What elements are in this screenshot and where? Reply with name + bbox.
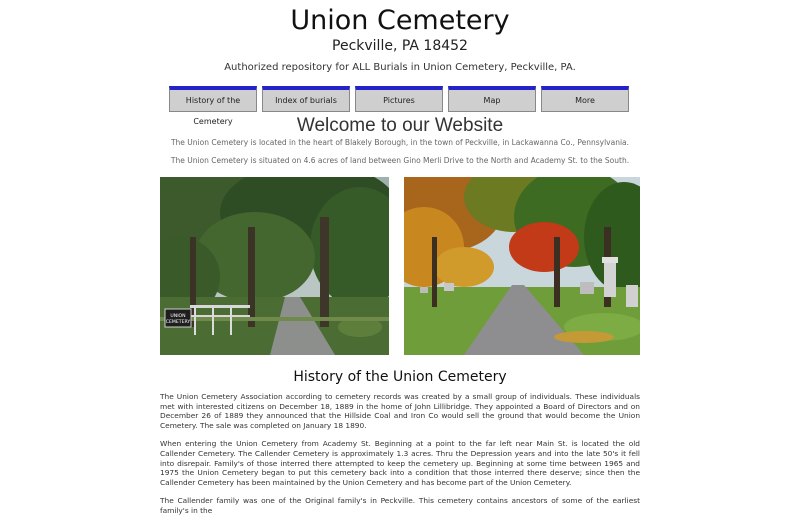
history-paragraph-2: When entering the Union Cemetery from Academy St. Beginning at a point to the far left near Main St. is located the old Callender Cemetery. The Callender Cemetery is approximately 1.3 acres. Thru the Depression years and into the late 50's it fell into disrepair. Family's of those interred there attempted to keep the cemetery up. Beginning at some time between 1965 and 1975 the Union Cemetery began to put this cemetery back into a condition that those interred there deserve; since then the Callender Cemetery has been maintained by the Union Cemetery and has become part of the Union Cemetery. [160,439,640,487]
cemetery-entrance-image [160,177,389,355]
sign-text-line1: UNION [170,314,186,319]
site-address: Peckville, PA 18452 [332,38,468,54]
nav-pictures-button[interactable]: Pictures [355,86,443,112]
welcome-heading: Welcome to our Website [296,115,504,136]
nav-map-button[interactable]: Map [448,86,536,112]
history-heading: History of the Union Cemetery [293,369,507,385]
nav-more-button[interactable]: More [541,86,629,112]
site-title: Union Cemetery [290,5,510,36]
history-paragraph-1: The Union Cemetery Association according to cemetery records was created by a small group of individuals. These individuals met with interested citizens on December 18, 1889 in the home of John Lillibridge. They appointed a Board of Directors and on December 26 of 1889 they announced that the Hillside Coal and Iron Co would sell the ground that would become the Union Cemetery. The sale was completed on January 18 1890. [160,392,640,430]
cemetery-autumn-image [404,177,640,355]
cemetery-autumn-road-photo [404,177,640,355]
cemetery-entrance-photo [160,177,389,355]
history-text [160,392,640,525]
welcome-location-text: The Union Cemetery is located in the heart of Blakely Borough, in the town of Peckville, in Lackawanna Co., Pennsylvania. [170,138,630,147]
welcome-acreage-text: The Union Cemetery is situated on 4.6 acres of land between Gino Merli Drive to the North and Academy St. to the South. [170,156,630,165]
nav-history-button[interactable]: History of the Cemetery [169,86,257,112]
sign-text-line2: CEMETERY [165,320,191,325]
site-tagline: Authorized repository for ALL Burials in Union Cemetery, Peckville, PA. [224,62,576,73]
history-paragraph-3: The Callender family was one of the Original family's in Peckville. This cemetery contains ancestors of some of the earliest family's in the [160,496,640,515]
nav-index-button[interactable]: Index of burials [262,86,350,112]
